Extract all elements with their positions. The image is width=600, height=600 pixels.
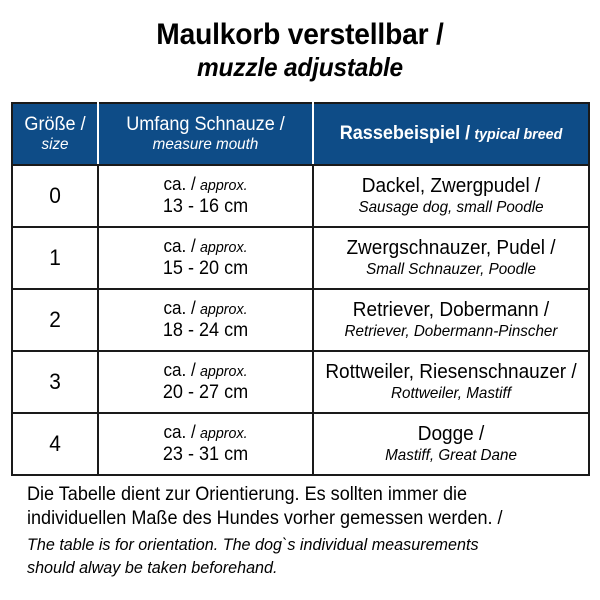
table-header-row [12, 103, 589, 165]
table-header [12, 103, 589, 165]
measure-approx-line [104, 422, 306, 444]
measure-range: 23 - 31 cm [162, 444, 249, 465]
table-row [12, 351, 589, 413]
column-header-measure [98, 103, 313, 165]
title-english: muzzle adjustable [197, 52, 403, 82]
measure-approx-de: ca. / [163, 422, 196, 442]
measure-approx-line [104, 360, 306, 382]
breed-en: Mastiff, Great Dane [385, 447, 517, 464]
measure-approx-en: approx. [199, 363, 248, 380]
breed-de: Dackel, Zwergpudel / [361, 175, 541, 197]
page-title [0, 18, 600, 82]
measure-approx-line [104, 236, 306, 258]
table-body [12, 165, 589, 475]
cell-measure [98, 227, 313, 289]
footer-en-line2: should alway be taken beforehand. [27, 558, 278, 577]
column-header-measure-en: measure mouth [152, 136, 259, 153]
column-header-size-en: size [41, 136, 69, 153]
size-table [11, 102, 590, 476]
size-value: 3 [49, 369, 61, 394]
table-row [12, 289, 589, 351]
column-header-breed-line [321, 123, 581, 146]
measure-approx-en: approx. [199, 239, 248, 256]
size-value: 2 [49, 307, 61, 332]
measure-approx-de: ca. / [163, 174, 196, 194]
size-table-container [11, 102, 588, 476]
column-header-breed [313, 103, 589, 165]
cell-breed [313, 351, 589, 413]
column-header-size-de: Größe / [24, 114, 86, 135]
column-header-breed-de: Rassebeispiel / [339, 122, 471, 144]
breed-de: Zwergschnauzer, Pudel / [346, 237, 556, 259]
footer-note [27, 483, 583, 579]
table-row [12, 413, 589, 475]
cell-breed [313, 413, 589, 475]
measure-range: 18 - 24 cm [162, 320, 249, 341]
cell-measure [98, 413, 313, 475]
cell-measure [98, 351, 313, 413]
measure-range: 20 - 27 cm [162, 382, 249, 403]
cell-size [12, 413, 98, 475]
breed-de: Retriever, Dobermann / [352, 299, 550, 321]
breed-de: Rottweiler, Riesenschnauzer / [325, 361, 577, 383]
measure-approx-en: approx. [199, 301, 248, 318]
measure-approx-de: ca. / [163, 360, 196, 380]
measure-approx-en: approx. [199, 425, 248, 442]
size-value: 0 [49, 183, 61, 208]
breed-en: Rottweiler, Mastiff [391, 385, 511, 402]
cell-measure [98, 165, 313, 227]
cell-measure [98, 289, 313, 351]
table-row [12, 165, 589, 227]
breed-en: Sausage dog, small Poodle [358, 199, 544, 216]
title-german: Maulkorb verstellbar / [156, 18, 444, 51]
footer-en-line1: The table is for orientation. The dog`s individual measurements [27, 535, 479, 554]
measure-range: 13 - 16 cm [162, 196, 249, 217]
column-header-size [12, 103, 98, 165]
breed-en: Small Schnauzer, Poodle [366, 261, 536, 278]
measure-approx-line [104, 298, 306, 320]
size-value: 4 [49, 431, 61, 456]
cell-size [12, 227, 98, 289]
size-value: 1 [49, 245, 61, 270]
cell-size [12, 165, 98, 227]
cell-size [12, 289, 98, 351]
measure-approx-de: ca. / [163, 298, 196, 318]
footer-de-line1: Die Tabelle dient zur Orientierung. Es sollten immer die [27, 484, 468, 505]
measure-range: 15 - 20 cm [162, 258, 249, 279]
measure-approx-line [104, 174, 306, 196]
cell-breed [313, 289, 589, 351]
cell-breed [313, 165, 589, 227]
measure-approx-de: ca. / [163, 236, 196, 256]
column-header-breed-en: typical breed [474, 125, 563, 143]
breed-de: Dogge / [417, 423, 485, 445]
cell-breed [313, 227, 589, 289]
measure-approx-en: approx. [199, 177, 248, 194]
table-row [12, 227, 589, 289]
cell-size [12, 351, 98, 413]
column-header-measure-de: Umfang Schnauze / [126, 114, 285, 135]
footer-de-line2: individuellen Maße des Hundes vorher gemessen werden. / [27, 508, 503, 529]
breed-en: Retriever, Dobermann-Pinscher [344, 323, 558, 340]
